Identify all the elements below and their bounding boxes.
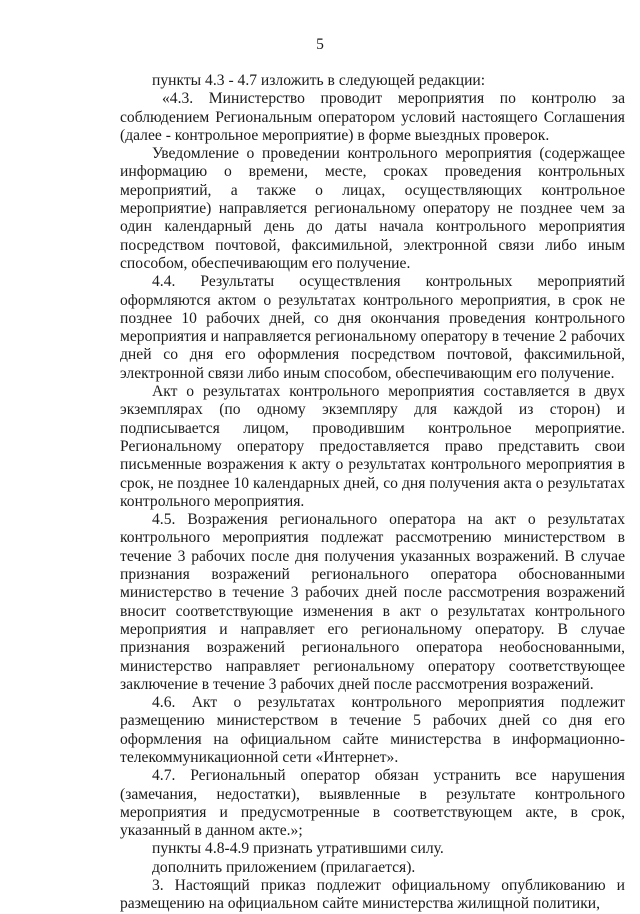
- paragraph-3: 3. Настоящий приказ подлежит официальному опубликованию и размещению на официальном сайте министерства жилищной политики,: [120, 877, 625, 913]
- paragraph-notification: Уведомление о проведении контрольного мероприятия (содержащее информацию о времени, месте, сроках проведения контрольных мероприятий, а также о лицах, осуществляющих контрольное мероприятие) направляется региональному оператору не позднее чем за один календарный день до даты начала контрольного мероприятия посредством почтовой, факсимильной, электронной связи либо иным способом, обеспечивающим его получение.: [120, 145, 625, 272]
- paragraph-4-5: 4.5. Возражения регионального оператора на акт о результатах контрольного мероприятия подлежат рассмотрению министерством в течение 3 рабочих после дня получения указанных возражений. В случае признания возражений регионального оператора обоснованными министерство в течение 3 рабочих дней после рассмотрения возражений вносит соответствующие изменения в акт о результатах контрольного мероприятия и направляет его региональному оператору. В случае признания возражений регионального оператора необоснованными, министерство направляет региональному оператору соответствующее заключение в течение 3 рабочих дней после рассмотрения возражений.: [120, 511, 625, 693]
- paragraph-4-6: 4.6. Акт о результатах контрольного мероприятия подлежит размещению министерством в течение 5 рабочих дней со дня его оформления на официальном сайте министерства в информационно-телекоммуникационной сети «Интернет».: [120, 694, 625, 766]
- document-body: [120, 72, 625, 914]
- page-number: 5: [316, 36, 324, 53]
- paragraph-4-7: 4.7. Региональный оператор обязан устранить все нарушения (замечания, недостатки), выявленные в результате контрольного мероприятия и предусмотренные в соответствующем акте, в срок, указанный в данном акте.»;: [120, 767, 625, 840]
- paragraph-items-repeal: пункты 4.8-4.9 признать утратившими силу.: [152, 840, 444, 858]
- paragraph-appendix: дополнить приложением (прилагается).: [152, 858, 416, 876]
- paragraph-items-intro: пункты 4.3 - 4.7 изложить в следующей редакции:: [152, 72, 486, 89]
- paragraph-act-copies: Акт о результатах контрольного мероприятия составляется в двух экземплярах (по одному экземпляру для каждой из сторон) и подписывается лицом, проводившим контрольное мероприятие. Региональному оператору предоставляется право представить свои письменные возражения к акту о результатах контрольного мероприятия в срок, не позднее 10 календарных дней, со дня получения акта о результатах контрольного мероприятия.: [120, 383, 625, 510]
- paragraph-4-4: 4.4. Результаты осуществления контрольных мероприятий оформляются актом о результатах контрольного мероприятия, в срок не позднее 10 рабочих дней, со дня окончания проведения контрольного мероприятия и направляется региональному оператору в течение 2 рабочих дней со дня его оформления посредством почтовой, факсимильной, электронной связи либо иным способом, обеспечивающим его получение.: [120, 273, 625, 382]
- paragraph-4-3: «4.3. Министерство проводит мероприятия по контролю за соблюдением Региональным оператором условий настоящего Соглашения (далее - контрольное мероприятие) в форме выездных проверок.: [120, 90, 625, 144]
